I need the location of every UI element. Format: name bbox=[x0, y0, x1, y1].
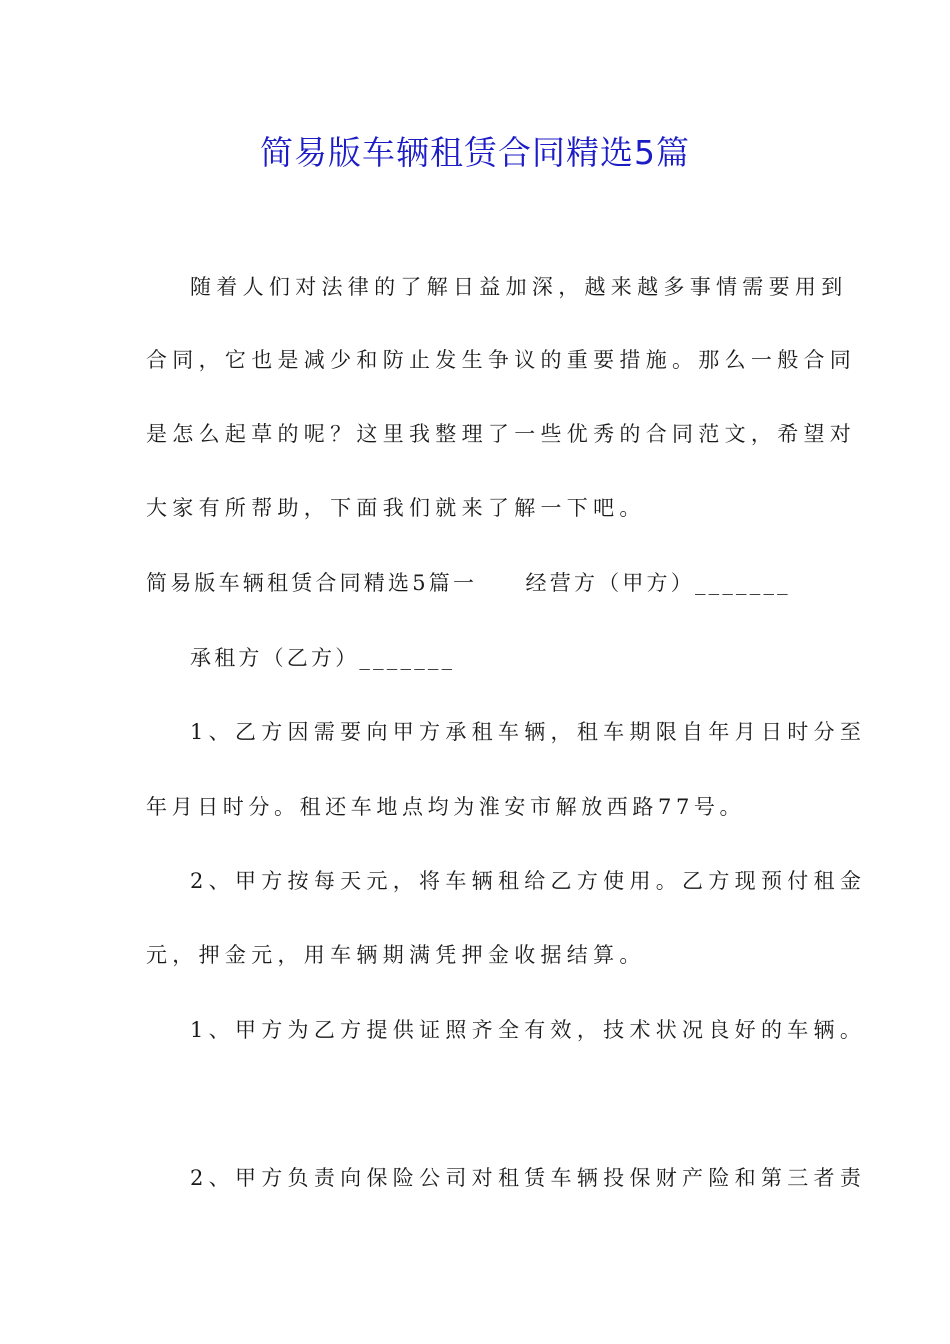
paragraph-line: 大家有所帮助，下面我们就来了解一下吧。 bbox=[146, 496, 646, 520]
clause-line: 元，押金元，用车辆期满凭押金收据结算。 bbox=[146, 943, 646, 967]
paragraph-line: 合同，它也是减少和防止发生争议的重要措施。那么一般合同 bbox=[146, 348, 857, 372]
document-title: 简易版车辆租赁合同精选5篇 bbox=[260, 133, 690, 172]
clause-line: 1、甲方为乙方提供证照齐全有效，技术状况良好的车辆。 bbox=[190, 1018, 867, 1042]
clause-line: 年月日时分。租还车地点均为淮安市解放西路77号。 bbox=[146, 795, 746, 819]
lessee-line: 承租方（乙方）_______ bbox=[190, 646, 456, 670]
clause-line: 2、甲方按每天元，将车辆租给乙方使用。乙方现预付租金 bbox=[190, 869, 867, 893]
paragraph-line: 随着人们对法律的了解日益加深，越来越多事情需要用到 bbox=[190, 275, 848, 299]
section-heading-line: 简易版车辆租赁合同精选5篇一 经营方（甲方）_______ bbox=[146, 571, 791, 595]
clause-line: 2、甲方负责向保险公司对租赁车辆投保财产险和第三者责 bbox=[190, 1166, 867, 1190]
clause-line: 1、乙方因需要向甲方承租车辆，租车期限自年月日时分至 bbox=[190, 720, 867, 744]
paragraph-line: 是怎么起草的呢？这里我整理了一些优秀的合同范文，希望对 bbox=[146, 422, 857, 446]
